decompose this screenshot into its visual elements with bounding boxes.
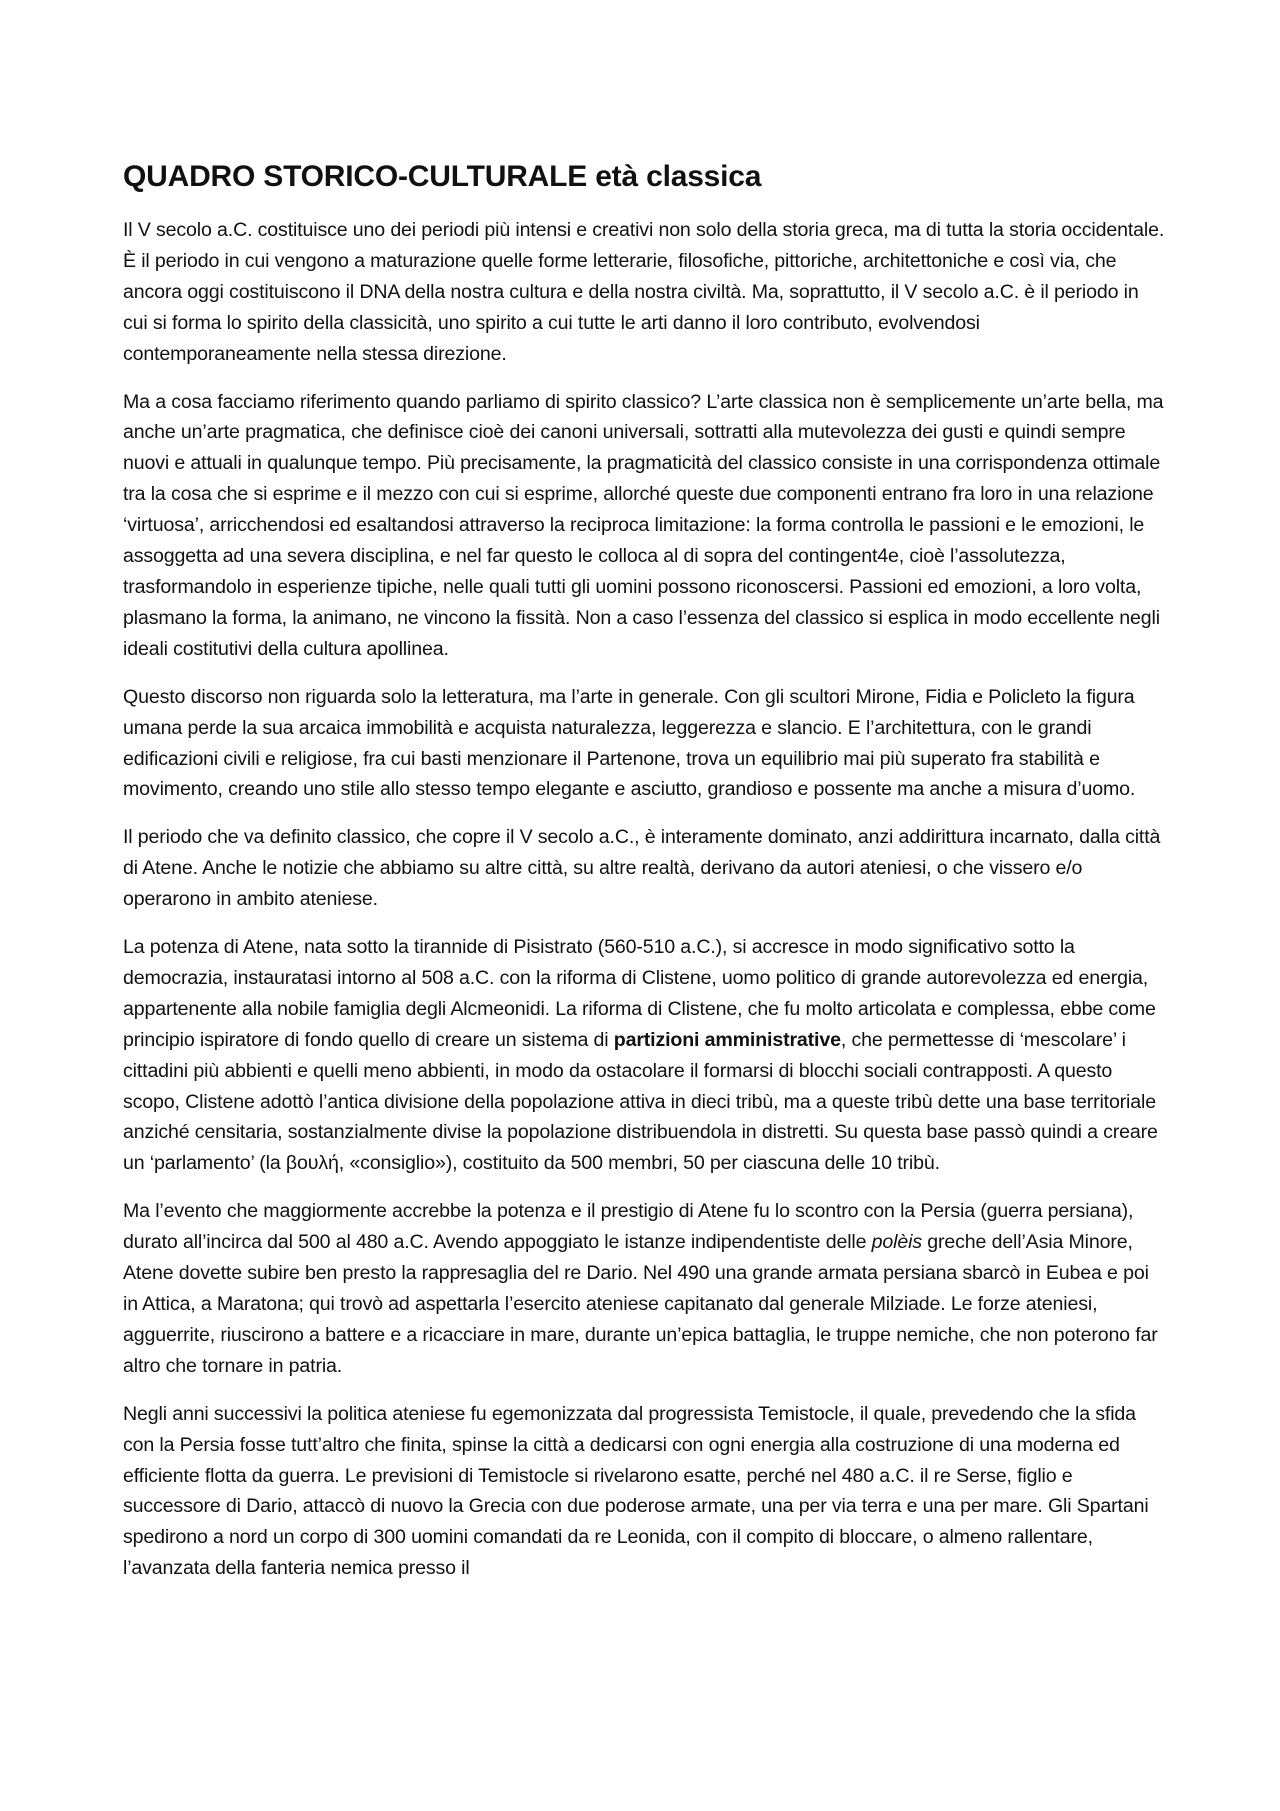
paragraph-5-bold-term: partizioni amministrative: [613, 1028, 841, 1051]
paragraph-4: Il periodo che va definito classico, che copre il V secolo a.C., è interamente dominato, anzi addirittura incarnato, dalla città di Atene. Anche le notizie che abbiamo su altre città, su altre realtà, derivano da autori ateniesi, o che vissero e/o operarono in ambito ateniese.: [123, 826, 1161, 911]
document-title: QUADRO STORICO-CULTURALE età classica: [123, 160, 762, 193]
paragraph-5-text-b: , che permettesse di ‘mescolare’ i cittadini più abbienti e quelli meno abbienti, in modo da ostacolare il formarsi di blocchi sociali contrapposti. A questo scopo, Clistene adottò l’antica divisione della popolazione attiva in dieci tribù, ma a queste tribù dette una base territoriale anziché censitaria, sostanzialmente divise la popolazione distribuendola in distretti. Su questa base passò quindi a creare un ‘parlamento’ (la βουλή, «consiglio»), costituito da 500 membri, 50 per ciascuna delle 10 tribù.: [123, 1028, 1158, 1175]
paragraph-6-text-a: Ma l’evento che maggiormente accrebbe la potenza e il prestigio di Atene fu lo scontro con la Persia (guerra persiana), durato all’incirca dal 500 al 480 a.C. Avendo appoggiato le istanze indipendentiste delle: [123, 1200, 1134, 1254]
paragraph-7: Negli anni successivi la politica ateniese fu egemonizzata dal progressista Temistocle, il quale, prevedendo che la sfida con la Persia fosse tutt’altro che finita, spinse la città a dedicarsi con ogni energia alla costruzione di una moderna ed efficiente flotta da guerra. Le previsioni di Temistocle si rivelarono esatte, perché nel 480 a.C. il re Serse, figlio e successore di Dario, attaccò di nuovo la Grecia con due poderose armate, una per via terra e una per mare. Gli Spartani spedirono a nord un corpo di 300 uomini comandati da re Leonida, con il compito di bloccare, o almeno rallentare, l’avanzata della fanteria nemica presso il: [123, 1402, 1149, 1580]
paragraph-5-text-a: La potenza di Atene, nata sotto la tirannide di Pisistrato (560-510 a.C.), si accresce in modo significativo sotto la democrazia, instauratasi intorno al 508 a.C. con la riforma di Clistene, uomo politico di grande autorevolezza ed energia, appartenente alla nobile famiglia degli Alcmeonidi. La riforma di Clistene, che fu molto articolata e complessa, ebbe come principio ispiratore di fondo quello di creare un sistema di: [123, 936, 1156, 1051]
paragraph-5: [123, 932, 1166, 1179]
paragraph-6: [123, 1196, 1166, 1381]
paragraph-1: Il V secolo a.C. costituisce uno dei periodi più intensi e creativi non solo della storia greca, ma di tutta la storia occidentale. È il periodo in cui vengono a maturazione quelle forme letterarie, filosofiche, pittoriche, architettoniche e così via, che ancora oggi costituiscono il DNA della nostra cultura e della nostra civiltà. Ma, soprattutto, il V secolo a.C. è il periodo in cui si forma lo spirito della classicità, uno spirito a cui tutte le arti danno il loro contributo, evolvendosi contemporaneamente nella stessa direzione.: [123, 219, 1165, 365]
paragraph-6-text-b: greche dell’Asia Minore, Atene dovette subire ben presto la rappresaglia del re Dario. Nel 490 una grande armata persiana sbarcò in Eubea e poi in Attica, a Maratona; qui trovò ad aspettarla l’esercito ateniese capitanato dal generale Milziade. Le forze ateniesi, agguerrite, riuscirono a battere e a ricacciare in mare, durante un’epica battaglia, le truppe nemiche, che non poterono far altro che tornare in patria.: [123, 1231, 1158, 1377]
paragraph-2: Ma a cosa facciamo riferimento quando parliamo di spirito classico? L’arte classica non è semplicemente un’arte bella, ma anche un’arte pragmatica, che definisce cioè dei canoni universali, sottratti alla mutevolezza dei gusti e quindi sempre nuovi e attuali in qualunque tempo. Più precisamente, la pragmaticità del classico consiste in una corrispondenza ottimale tra la cosa che si esprime e il mezzo con cui si esprime, allorché queste due componenti entrano fra loro in una relazione ‘virtuosa’, arricchendosi ed esaltandosi attraverso la reciproca limitazione: la forma controlla le passioni e le emozioni, le assoggetta ad una severa disciplina, e nel far questo le colloca al di sopra del contingent4e, cioè l’assolutezza, trasformandolo in esperienze tipiche, nelle quali tutti gli uomini possono riconoscersi. Passioni ed emozioni, a loro volta, plasmano la forma, la animano, ne vincono la fissità. Non a caso l’essenza del classico si esplica in modo eccellente negli ideali costitutivi della cultura apollinea.: [123, 390, 1164, 660]
paragraph-6-italic-term: polèis: [871, 1231, 922, 1254]
paragraph-3: Questo discorso non riguarda solo la letteratura, ma l’arte in generale. Con gli scultori Mirone, Fidia e Policleto la figura umana perde la sua arcaica immobilità e acquista naturalezza, leggerezza e slancio. E l’architettura, con le grandi edificazioni civili e religiose, fra cui basti menzionare il Partenone, trova un equilibrio mai più superato fra stabilità e movimento, creando uno stile allo stesso tempo elegante e asciutto, grandioso e possente ma anche a misura d’uomo.: [123, 685, 1136, 801]
